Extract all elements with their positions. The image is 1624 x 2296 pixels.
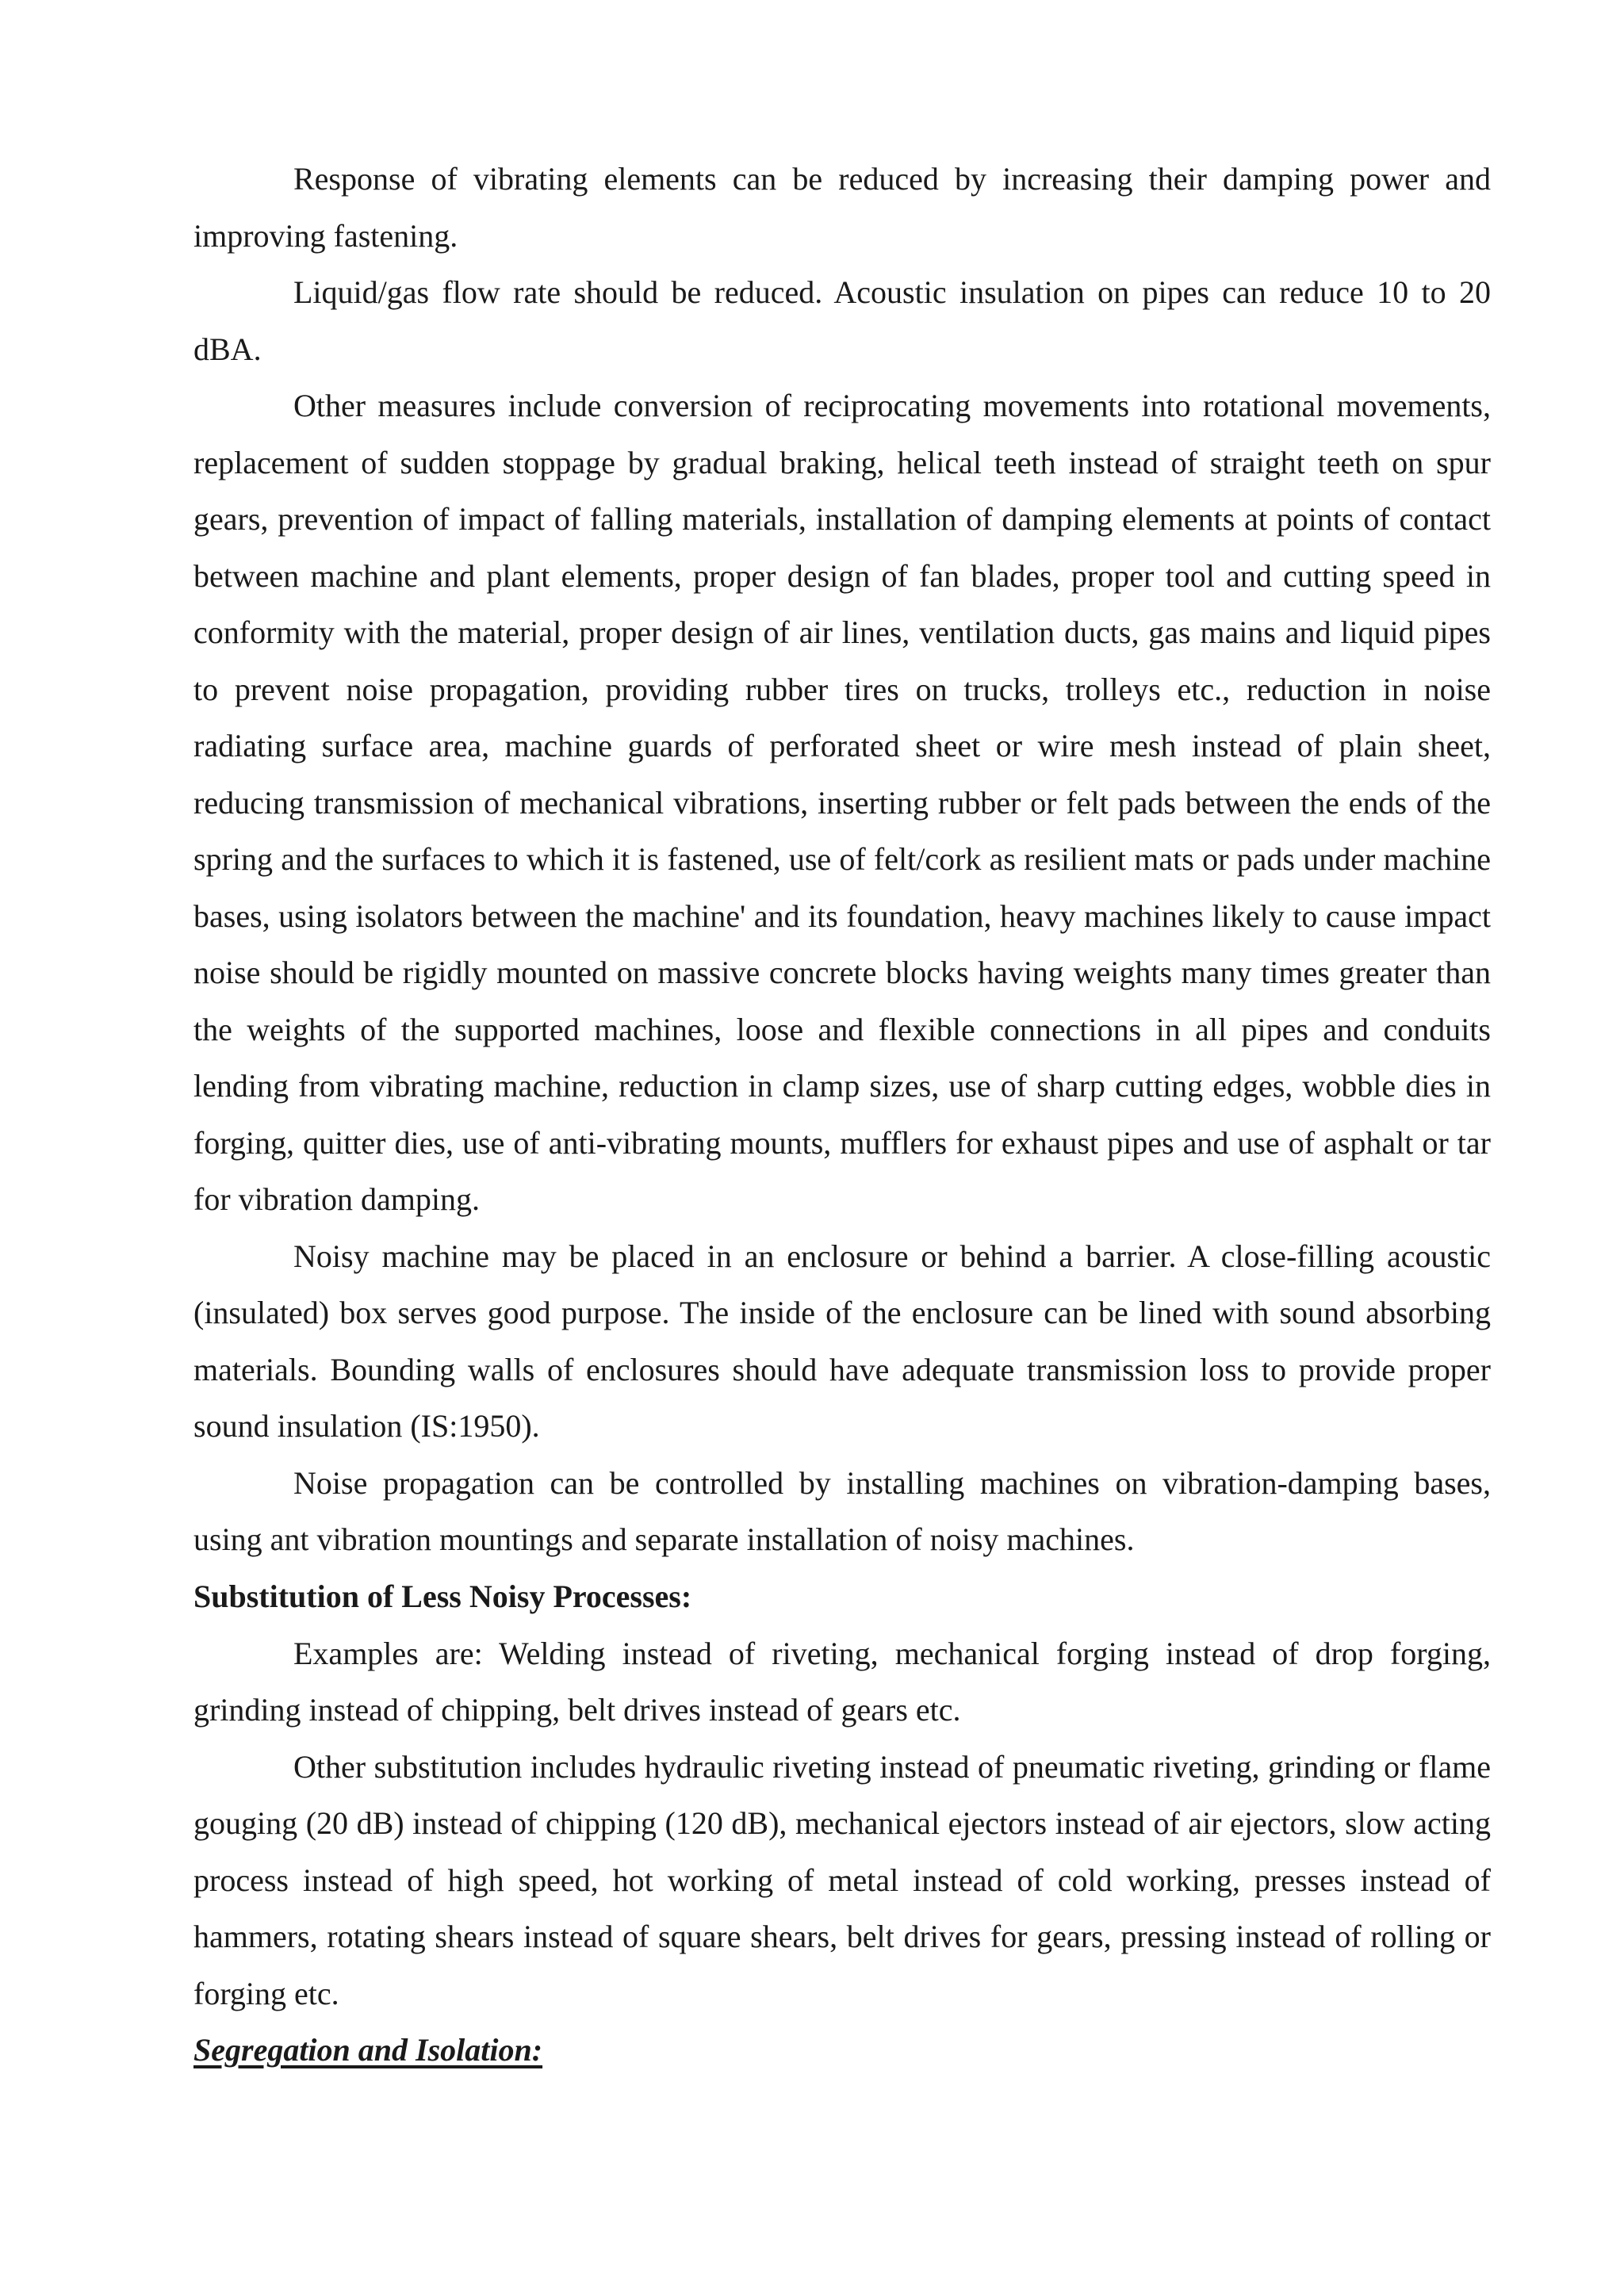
document-page <box>193 151 1491 2079</box>
paragraph-flow-rate: Liquid/gas flow rate should be reduced. Acoustic insulation on pipes can reduce 10 to 20 dBA. <box>193 274 1491 367</box>
paragraph-enclosure: Noisy machine may be placed in an enclosure or behind a barrier. A close-filling acoustic (insulated) box serves good purpose. The inside of the enclosure can be lined with sound absorbing materials. Bounding walls of enclosures should have adequate transmission loss to provide proper sound insulation (IS:1950). <box>193 1238 1491 1444</box>
paragraph-other-substitution: Other substitution includes hydraulic riveting instead of pneumatic riveting, grinding or flame gouging (20 dB) instead of chipping (120 dB), mechanical ejectors instead of air ejectors, slow acting process instead of high speed, hot working of metal instead of cold working, presses instead of hammers, rotating shears instead of square shears, belt drives for gears, pressing instead of rolling or forging etc. <box>193 1748 1491 2011</box>
heading-substitution: Substitution of Less Noisy Processes: <box>193 1578 692 1614</box>
heading-segregation: Segregation and Isolation: <box>193 2032 543 2068</box>
paragraph-noise-propagation: Noise propagation can be controlled by installing machines on vibration-damping bases, using ant vibration mountings and separate installation of noisy machines. <box>193 1464 1491 1557</box>
paragraph-substitution-examples: Examples are: Welding instead of riveting, mechanical forging instead of drop forging, grinding instead of chipping, belt drives instead of gears etc. <box>193 1635 1491 1728</box>
paragraph-other-measures: Other measures include conversion of reciprocating movements into rotational movements, replacement of sudden stoppage by gradual braking, helical teeth instead of straight teeth on spur gears, prevention of impact of falling materials, installation of damping elements at points of contact between machine and plant elements, proper design of fan blades, proper tool and cutting speed in conformity with the material, proper design of air lines, ventilation ducts, gas mains and liquid pipes to prevent noise propagation, providing rubber tires on trucks, trolleys etc., reduction in noise radiating surface area, machine guards of perforated sheet or wire mesh instead of plain sheet, reducing transmission of mechanical vibrations, inserting rubber or felt pads between the ends of the spring and the surfaces to which it is fastened, use of felt/cork as resilient mats or pads under machine bases, using isolators between the machine' and its foundation, heavy machines likely to cause impact noise should be rigidly mounted on massive concrete blocks having weights many times greater than the weights of the supported machines, loose and flexible connections in all pipes and conduits lending from vibrating machine, reduction in clamp sizes, use of sharp cutting edges, wobble dies in forging, quitter dies, use of anti-vibrating mounts, mufflers for exhaust pipes and use of asphalt or tar for vibration damping. <box>193 388 1491 1217</box>
paragraph-damping: Response of vibrating elements can be reduced by increasing their damping power and improving fastening. <box>193 161 1491 254</box>
